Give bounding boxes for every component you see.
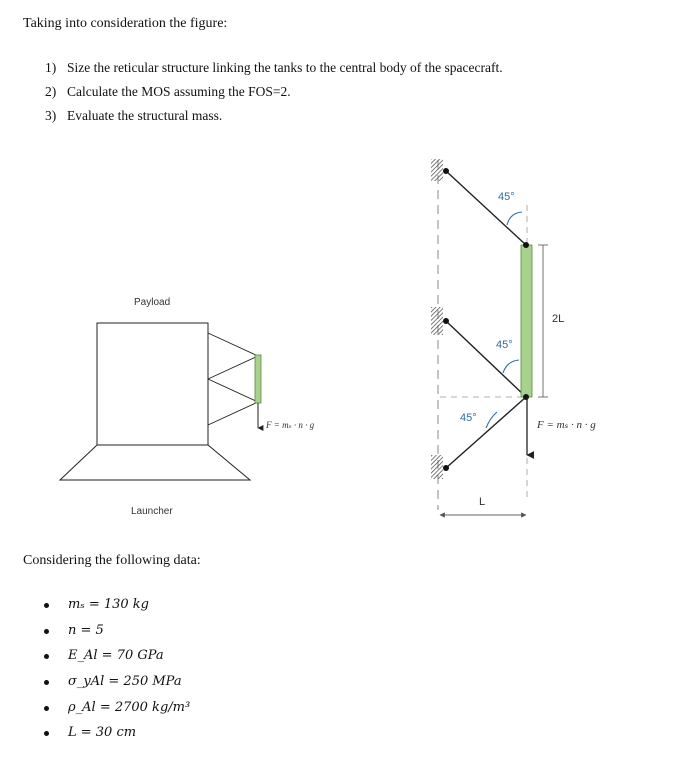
side-truss xyxy=(208,333,258,425)
force-label-right: F = mₛ · n · g xyxy=(537,419,596,431)
data-heading: Considering the following data: xyxy=(23,553,201,568)
bar-bottom xyxy=(446,397,526,468)
data-item-length: L = 30 cm xyxy=(40,722,190,748)
launcher-base xyxy=(60,445,250,480)
data-item-yield-strength: σ_yAl = 250 MPa xyxy=(40,671,190,697)
data-item-young-modulus: E_Al = 70 GPa xyxy=(40,645,190,671)
angle-top-label: 45° xyxy=(498,191,515,203)
angle-arcs xyxy=(486,212,522,428)
task-2-text: Calculate the MOS assuming the FOS=2. xyxy=(67,84,291,99)
dimension-2L-label: 2L xyxy=(552,313,565,325)
task-1-text: Size the reticular structure linking the tanks to the central body of the spacecraft. xyxy=(67,60,503,75)
truss-diagram xyxy=(431,159,596,515)
task-3-number: 3) xyxy=(45,108,57,123)
support-top xyxy=(431,159,443,181)
task-1-number: 1) xyxy=(45,60,57,75)
payload-body xyxy=(97,323,208,445)
data-item-mass: mₛ = 130 kg xyxy=(40,594,190,620)
bar-top xyxy=(446,171,526,245)
side-tank xyxy=(255,355,261,403)
support-middle xyxy=(431,307,443,335)
payload-label: Payload xyxy=(134,297,171,308)
spacecraft-diagram xyxy=(60,297,315,517)
truss-members xyxy=(446,171,526,468)
support-bottom xyxy=(431,455,443,479)
intro-text: Taking into consideration the figure: xyxy=(23,16,228,31)
task-3-text: Evaluate the structural mass. xyxy=(67,108,223,123)
dimension-2L xyxy=(538,245,548,397)
bar-middle xyxy=(446,321,526,397)
launcher-label: Launcher xyxy=(131,506,173,517)
data-item-density: ρ_Al = 2700 kg/m³ xyxy=(40,697,190,723)
angle-bottom-label: 45° xyxy=(460,412,477,424)
data-list xyxy=(40,594,190,748)
tank-member xyxy=(521,245,532,397)
task-2-number: 2) xyxy=(45,84,57,99)
data-item-load-factor: n = 5 xyxy=(40,620,190,646)
force-label-left: F = mₛ · n · g xyxy=(266,420,315,430)
angle-middle-label: 45° xyxy=(496,339,513,351)
dimension-L-label: L xyxy=(479,496,486,508)
